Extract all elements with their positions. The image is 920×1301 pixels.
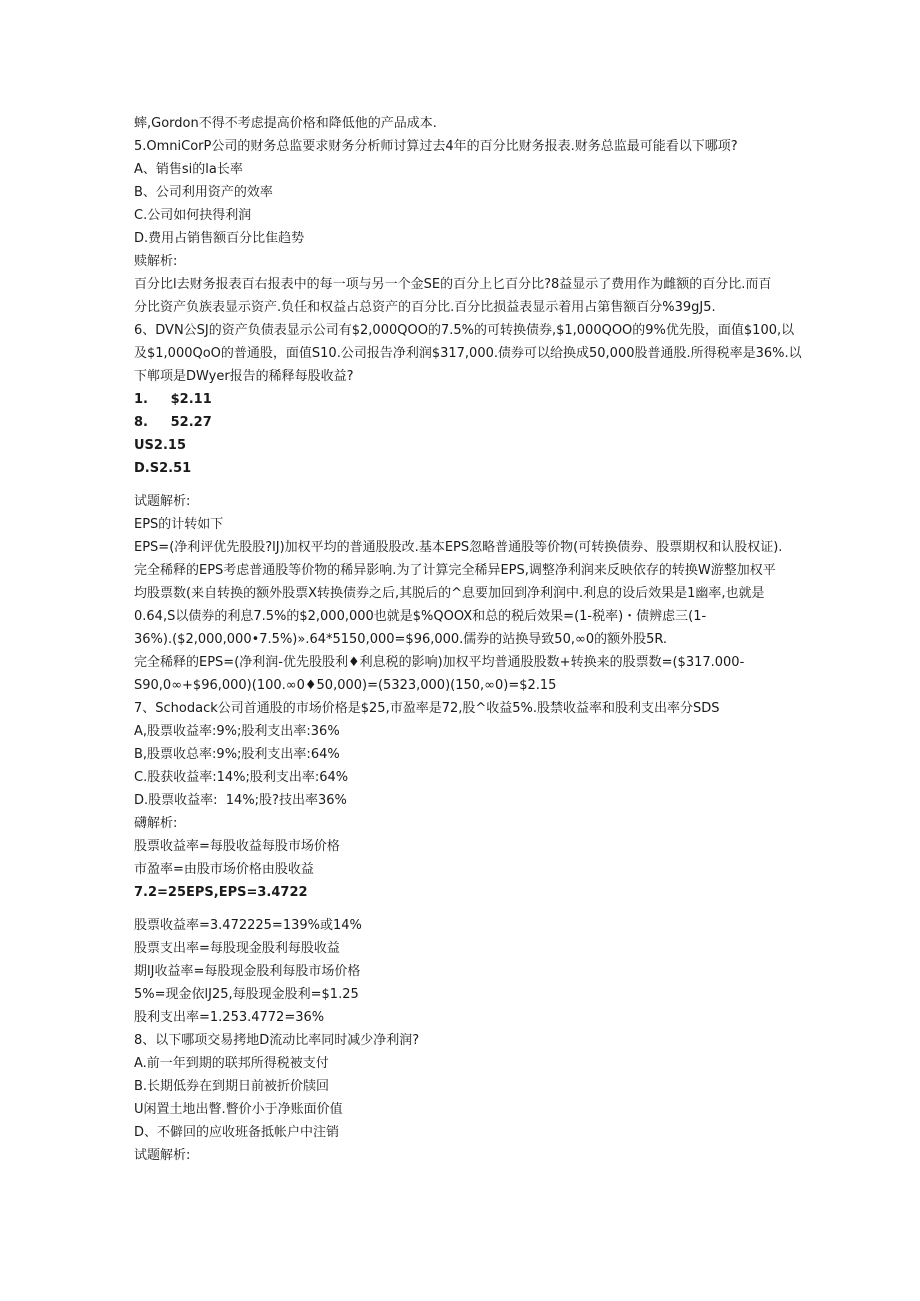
spacer: [134, 480, 794, 490]
option-d: D.S2.51: [134, 461, 192, 476]
analysis-text: 百分比l去财务报表百右报表中的每一项与另一个金SE的百分上匕百分比?8益显示了费用作为雌额的百分比.而百: [134, 277, 772, 292]
analysis-text: 0.64,S以债券的利息7.5%的$2,000,000也就是$%QOOX和总的税后效果=(1-税率)・债辨虑三(1-: [134, 609, 707, 624]
option-d: D.股票收益率: 14%;股?技出率36%: [134, 793, 347, 808]
question-7: 7、Schodack公司首通股的市场价格是$25,市盈率是72,股^收益5%.股禁收益率和股利支出率分SDS: [134, 701, 720, 716]
option-b: B、公司利用资产的效率: [134, 185, 273, 200]
analysis-heading: 试题解析:: [134, 1148, 191, 1163]
analysis-text: 分比资产负族表显示资产.负任和权益占总资产的百分比.百分比损益表显示着用占第售额百分%39gJ5.: [134, 300, 716, 315]
analysis-text: EPS的计转如下: [134, 517, 224, 532]
document-page: [134, 112, 802, 1167]
text-line: 蟀,Gordon不得不考虑提高价格和降低他的产品成本.: [134, 116, 437, 131]
analysis-text: 市盈率=由股市场价格由股收益: [134, 862, 314, 877]
question-6: 6、DVN公SJ的资产负债表显示公司有$2,000QOO的7.5%的可转换债券,$1,000QOO的9%优先股，面值$100,以: [134, 323, 795, 338]
analysis-text: 5%=现金依lJ25,每股现金股利=$1.25: [134, 987, 359, 1002]
option-b: B.长期低券在到期日前被折价牍回: [134, 1079, 330, 1094]
analysis-text: 36%).($2,000,000•7.5%)».64*5150,000=$96,000.儒券的站换导致50,∞0的额外股5R.: [134, 632, 668, 647]
question-6-cont: 及$1,000QoO的普通股，面值S10.公司报告净利润$317,000.债券可以给换成50,000股普通股.所得税率是36%.以: [134, 346, 802, 361]
analysis-text: 完全稀释的EPS=(净利润-优先股股利♦利息税的影响)加权平均普通股股数+转换来的股票数=($317.000-: [134, 655, 745, 670]
analysis-heading: 礴解析:: [134, 816, 178, 831]
option-c: U闲置土地出瞥.瞥价小于净账面价值: [134, 1102, 343, 1117]
spacer: [134, 904, 794, 914]
option-c: C.股获收益率:14%;股利支出率:64%: [134, 770, 349, 785]
option-d: D.费用占销售额百分比隹趋势: [134, 231, 305, 246]
question-6-cont: 下郸项是DWyer报告的稀释每股收益?: [134, 369, 354, 384]
analysis-text: 股利支出率=1.253.4772=36%: [134, 1010, 325, 1025]
question-5: 5.OmniCorP公司的财务总监要求财务分析师讨算过去4年的百分比财务报表.财务总监最可能看以下哪项?: [134, 139, 738, 154]
option-8: 8. 52.27: [134, 415, 212, 430]
analysis-heading: 赎解析:: [134, 254, 178, 269]
analysis-heading: 试题解析:: [134, 494, 191, 509]
question-8: 8、以下哪项交易拷地D流动比率同时减少净利润?: [134, 1033, 420, 1048]
option-a: A.前一年到期的联邦所得税被支付: [134, 1056, 329, 1071]
analysis-text: 股票收益率=3.472225=139%或14%: [134, 918, 362, 933]
analysis-text: 股票支出率=每股现金股利每股收益: [134, 941, 340, 956]
option-b: B,股票收总率:9%;股利支出率:64%: [134, 747, 340, 762]
analysis-text: 股票收益率=每股收益每股市场价格: [134, 839, 340, 854]
option-c: C.公司如何抉得利润: [134, 208, 252, 223]
option-a: A,股票收益率:9%;股利支出率:36%: [134, 724, 340, 739]
analysis-text: S90,0∞+$96,000)(100.∞0♦50,000)=(5323,000)(150,∞0)=$2.15: [134, 678, 557, 693]
analysis-text: EPS=(净利评优先股股?lJ)加权平均的普通股股改.基本EPS忽略普通股等价物(可转换债券、股票期权和认股权证).: [134, 540, 783, 555]
analysis-text: 7.2=25EPS,EPS=3.4722: [134, 885, 308, 900]
analysis-text: 完全稀释的EPS考虑普通股等价物的稀异影响.为了计算完全稀异EPS,调整净利润来反映依存的转换W游整加权平: [134, 563, 776, 578]
analysis-text: 均股票数(来自转换的额外股票X转换债券之后,其脱后的^息要加回到净利润中.利息的设后效果是1幽率,也就是: [134, 586, 765, 601]
option-1: 1. $2.11: [134, 392, 212, 407]
option-d: D、不僻回的应收班备抵帐户中注销: [134, 1125, 340, 1140]
analysis-text: 期lJ收益率=每股现金股利每股市场价格: [134, 964, 361, 979]
option-a: A、销售si的la长率: [134, 162, 243, 177]
option-us: US2.15: [134, 438, 186, 453]
